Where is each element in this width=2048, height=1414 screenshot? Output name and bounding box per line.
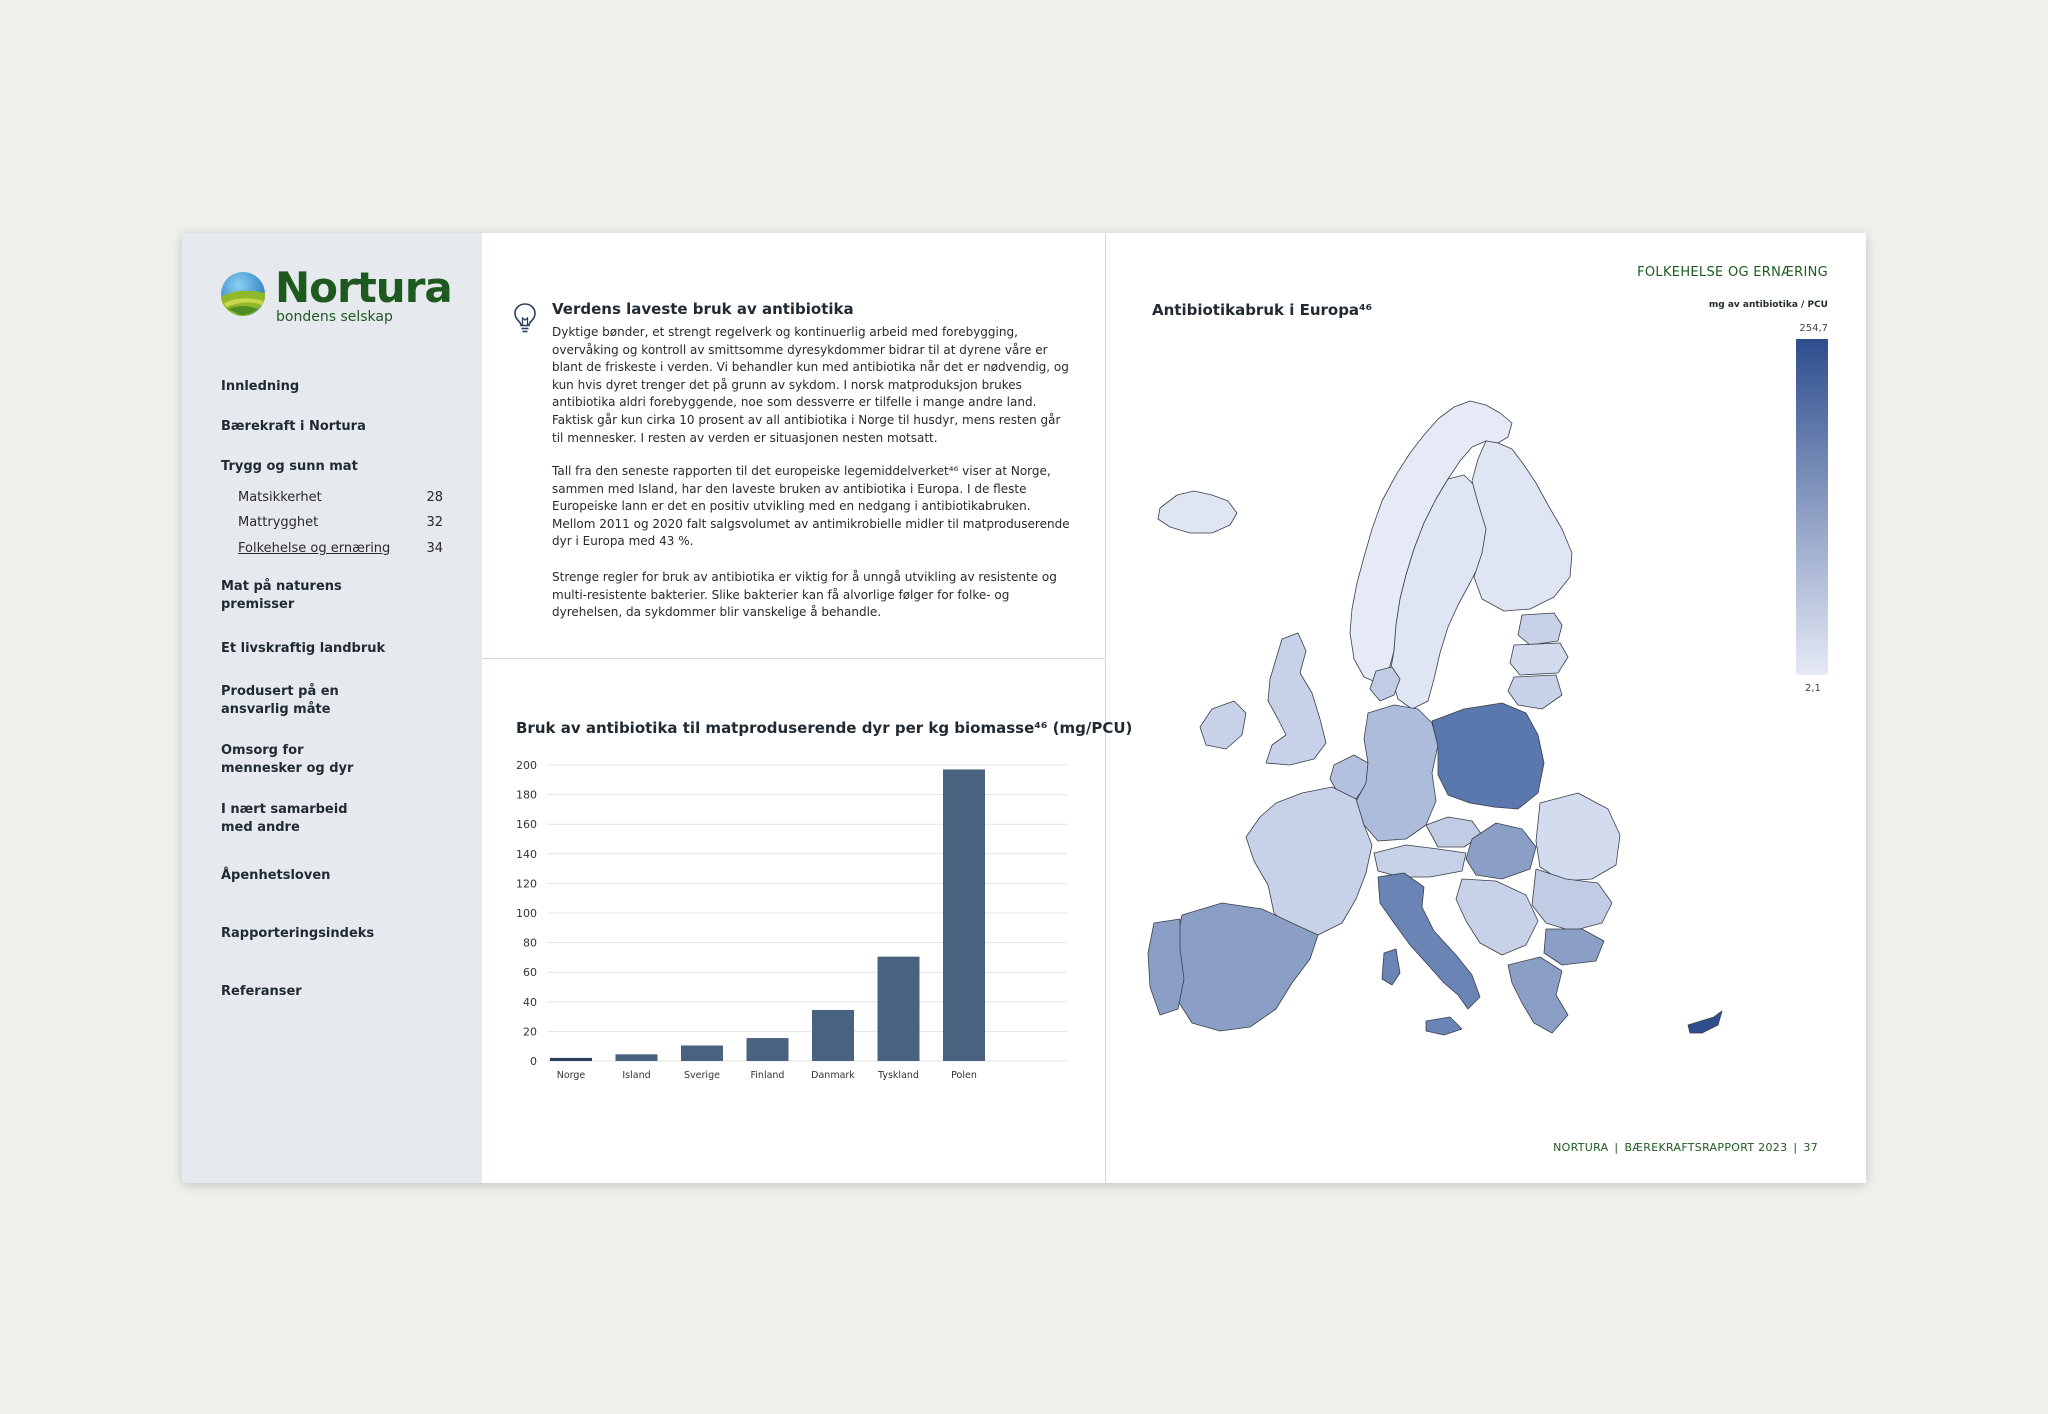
nav-subitem-folkehelse[interactable]: [238, 540, 443, 558]
nav-label-line1: Mat på naturens: [221, 579, 342, 594]
nav-subitem-page: 28: [426, 490, 443, 505]
nav-label-line2: med andre: [221, 820, 300, 835]
nav-item-trygg-mat[interactable]: Trygg og sunn mat: [221, 459, 358, 474]
x-tick-label: Norge: [556, 1070, 586, 1081]
nav-subitem-label: Matsikkerhet: [238, 490, 322, 505]
x-tick-label: Finland: [750, 1070, 785, 1081]
nav-label-line1: Produsert på en: [221, 684, 339, 699]
map-title: Antibiotikabruk i Europa⁴⁶: [1152, 301, 1373, 319]
bar-tyskland: [878, 957, 920, 1061]
x-tick-label: Tyskland: [878, 1070, 919, 1081]
report-spread: [182, 233, 1866, 1183]
nav-label-line2: mennesker og dyr: [221, 761, 354, 776]
map-region-finland: [1472, 441, 1572, 611]
bar-chart-title: Bruk av antibiotika til matproduserende dyr per kg biomasse⁴⁶ (mg/PCU): [516, 719, 1133, 737]
footer-separator: |: [1793, 1141, 1798, 1154]
nav-item-naturens-premisser[interactable]: [221, 578, 342, 614]
nav-label-line2: premisser: [221, 597, 295, 612]
map-region-bulgaria: [1544, 929, 1604, 965]
map-region-cyprus: [1688, 1011, 1722, 1033]
bar-norge: [550, 1058, 592, 1061]
y-tick-label: 60: [523, 966, 537, 980]
legend-color-scale: [1796, 339, 1828, 675]
y-tick-label: 160: [516, 818, 537, 832]
map-region-uk: [1266, 633, 1326, 765]
x-tick-label: Danmark: [811, 1070, 855, 1081]
nav-subitem-label: Mattrygghet: [238, 515, 319, 530]
map-region-germany: [1356, 705, 1438, 841]
footer-report: BÆREKRAFTSRAPPORT 2023: [1624, 1141, 1788, 1154]
lightbulb-icon: [512, 301, 538, 335]
map-region-balkans: [1456, 879, 1538, 955]
sidebar: [182, 233, 482, 1183]
nav-item-apenhetsloven[interactable]: Åpenhetsloven: [221, 868, 331, 883]
map-region-sicily: [1426, 1017, 1462, 1035]
map-region-ireland: [1200, 701, 1246, 749]
x-tick-label: Sverige: [684, 1070, 720, 1081]
nav-subitem-page: 32: [426, 515, 443, 530]
article-paragraph: Strenge regler for bruk av antibiotika er viktig for å unngå utvikling av resistente og multi-resistente bakterier. Slike bakterier kan få alvorlige følger for folke- og dyrehelsen, da sykdommer blir vanskelige å behandle.: [552, 570, 1057, 620]
logo-wordmark: Nortura: [275, 263, 452, 312]
y-tick-label: 100: [516, 907, 537, 920]
nav-subitem-page: 34: [426, 541, 443, 556]
bar-danmark: [812, 1010, 854, 1061]
y-tick-label: 200: [516, 759, 537, 772]
nav-label-line1: I nært samarbeid: [221, 802, 348, 817]
nav-item-ansvarlig[interactable]: [221, 683, 339, 719]
x-tick-label: Polen: [951, 1070, 977, 1081]
nav-subitem-label: Folkehelse og ernæring: [238, 541, 391, 556]
map-region-poland: [1432, 703, 1544, 809]
map-region-estonia: [1518, 613, 1562, 645]
footer-separator: |: [1614, 1141, 1619, 1154]
europe-map: [1142, 383, 1792, 1103]
page-footer: [1553, 1141, 1818, 1154]
map-region-ukraine-romania: [1536, 793, 1620, 881]
nav-item-baerekraft[interactable]: Bærekraft i Nortura: [221, 419, 366, 434]
legend-max-value: 254,7: [1799, 323, 1828, 334]
logo-tagline: bondens selskap: [276, 309, 393, 325]
nav-item-referanser[interactable]: Referanser: [221, 984, 302, 999]
nav-item-omsorg[interactable]: [221, 742, 353, 778]
nav-item-rapporteringsindeks[interactable]: Rapporteringsindeks: [221, 926, 375, 941]
y-tick-label: 0: [530, 1055, 537, 1068]
spread-divider: [1105, 233, 1106, 1183]
legend-min-value: 2,1: [1805, 683, 1821, 694]
footer-page-number: 37: [1803, 1141, 1818, 1154]
y-tick-label: 120: [516, 877, 537, 891]
bar-island: [616, 1054, 658, 1061]
section-divider: [482, 658, 1105, 659]
article-paragraph: Tall fra den seneste rapporten til det europeiske legemiddelverket⁴⁶ viser at Norge, sammen med Island, har den laveste bruken av antibiotika i Europa. I de fleste Europeiske lann er det en positiv utvikling med en nedgang i antibiotikabruken. Mellom 2011 og 2020 falt salgsvolumet av antimikrobielle midler til matproduserende dyr i Europa med 43 %.: [552, 464, 1070, 549]
map-region-portugal: [1148, 919, 1184, 1015]
map-region-lithuania: [1508, 675, 1562, 709]
map-region-austria-switzerland: [1374, 845, 1466, 877]
map-region-sardinia: [1382, 949, 1400, 985]
logo-globe-icon: [218, 269, 268, 319]
nav-item-innledning[interactable]: Innledning: [221, 379, 300, 394]
x-tick-label: Island: [622, 1070, 651, 1081]
nav-subitem-mattrygghet[interactable]: [238, 514, 443, 532]
nortura-logo[interactable]: [218, 263, 452, 329]
antibiotic-bar-chart: [502, 753, 1082, 1083]
bar-polen: [943, 769, 985, 1061]
legend-label: mg av antibiotika / PCU: [1708, 300, 1828, 310]
y-tick-label: 180: [516, 788, 537, 802]
map-region-latvia: [1510, 643, 1568, 675]
article-paragraph: Dyktige bønder, et strengt regelverk og kontinuerlig arbeid med forebygging, overvåking og kontroll av smittsomme dyresykdommer bidrar til at dyrene våre er blant de friskeste i verden. Vi behandler kun med antibiotika når det er nødvendig, og kun hvis dyret trenger det på grunn av sykdom. I norsk matproduksjon brukes antibiotika aldri forebyggende, noe som dessverre er tilfelle i mange andre land. Faktisk går kun cirka 10 prosent av all antibiotika i Norge til husdyr, mens resten går til mennesker. I resten av verden er situasjonen nesten motsatt.: [552, 325, 1069, 445]
y-tick-label: 80: [523, 936, 537, 950]
map-region-greece: [1508, 957, 1568, 1033]
bar-finland: [747, 1038, 789, 1061]
section-tag: FOLKEHELSE OG ERNÆRING: [1637, 265, 1828, 280]
nav-item-samarbeid[interactable]: [221, 801, 348, 837]
y-tick-label: 40: [523, 995, 537, 1009]
nav-item-livskraftig-landbruk[interactable]: Et livskraftig landbruk: [221, 641, 386, 656]
nav-subitem-matsikkerhet[interactable]: [238, 489, 443, 507]
footer-brand: NORTURA: [1553, 1141, 1609, 1154]
nav-label-line1: Omsorg for: [221, 743, 304, 758]
bar-sverige: [681, 1045, 723, 1061]
article-title: Verdens laveste bruk av antibiotika: [552, 300, 854, 318]
y-tick-label: 140: [516, 847, 537, 861]
nav-label-line2: ansvarlig måte: [221, 702, 331, 717]
y-tick-label: 20: [523, 1025, 537, 1039]
map-region-iceland: [1158, 491, 1237, 533]
